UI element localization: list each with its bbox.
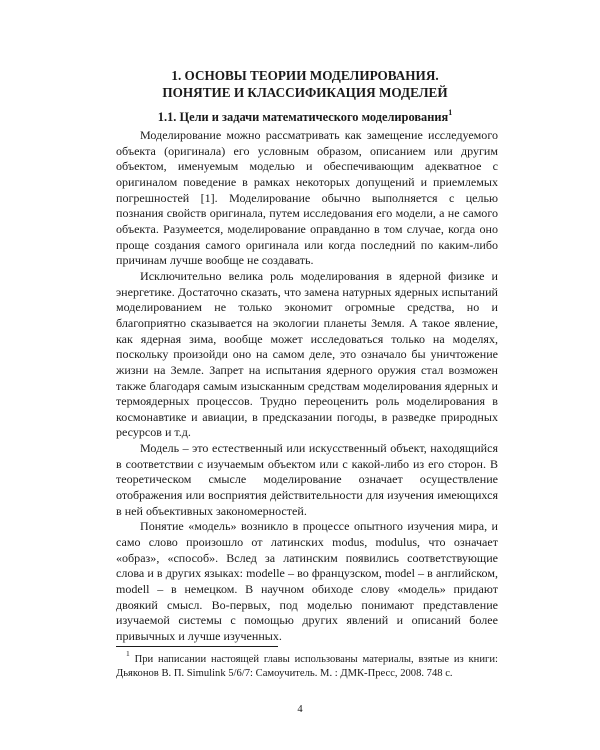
chapter-title xyxy=(100,67,510,101)
paragraph-1: Моделирование можно рассматривать как замещение исследуемого объекта (оригинала) его условным образом, описанием или другим объектом, именуемым моделью и обеспечивающим адекватное с оригиналом поведение в рамках некоторых допущений и приемлемых погрешностей [1]. Моделирование обычно выполняется с целью познания свойств оригинала, путем исследования его модели, а не самого объекта. Разумеется, моделирование оправданно в том случае, когда оно проще создания самого оригинала или когда последний по каким-либо причинам лучше вообще не создавать. xyxy=(116,128,498,268)
footnote-mark: 1 xyxy=(126,649,130,659)
chapter-title-line-1: 1. ОСНОВЫ ТЕОРИИ МОДЕЛИРОВАНИЯ. xyxy=(171,68,439,83)
section-title xyxy=(100,109,510,125)
paragraph-4: Понятие «модель» возникло в процессе опытного изучения мира, и само слово произошло от латинских modus, modulus, что означает «образ», «способ». Вслед за латинским появились соответствующие слова и в других языках: modelle – во французском, model – в английском, modell – в немецком. В научном обиходе слову «модель» придают двоякий смысл. Во-первых, под моделью понимают представление изучаемой системы с помощью других явлений и описаний более привычных и лучше изученных. xyxy=(116,519,498,643)
footnote-text: При написании настоящей главы использованы материалы, взятые из книги: Дьяконов В. П. Simulink 5/6/7: Самоучитель. М. : ДМК-Пресс, 2008. 748 с. xyxy=(116,654,498,679)
footnote-divider xyxy=(116,646,278,647)
body-text xyxy=(116,128,498,645)
paragraph-3: Модель – это естественный или искусственный объект, находящийся в соответствии с изучаемым объектом или с какой-либо из его сторон. В теоретическом смысле моделирование означает осуществление отображения или восприятия действительности для изучения имеющихся в ней объективных закономерностей. xyxy=(116,441,498,518)
page-number: 4 xyxy=(297,704,303,715)
section-title-text: 1.1. Цели и задачи математического моделирования xyxy=(157,110,449,124)
footnote xyxy=(116,649,498,680)
footnote-reference[interactable]: 1 xyxy=(448,107,453,117)
paragraph-2: Исключительно велика роль моделирования в ядерной физике и энергетике. Достаточно сказать, что замена натурных ядерных испытаний моделированием не только экономит огромные средства, но и благоприятно сказывается на экологии планеты Земля. А такое явление, как ядерная зима, вообще может исследоваться только на моделях, поскольку произойди оно на самом деле, это означало бы уничтожение жизни на Земле. Запрет на испытания ядерного оружия стал возможен также благодаря самым изысканным средствам моделирования ядерных и термоядерных процессов. Трудно переоценить роль моделирования в космонавтике и авиации, в предсказании погоды, в разведке природных ресурсов и т.д. xyxy=(116,268,498,440)
chapter-title-line-2: ПОНЯТИЕ И КЛАССИФИКАЦИЯ МОДЕЛЕЙ xyxy=(162,85,448,100)
